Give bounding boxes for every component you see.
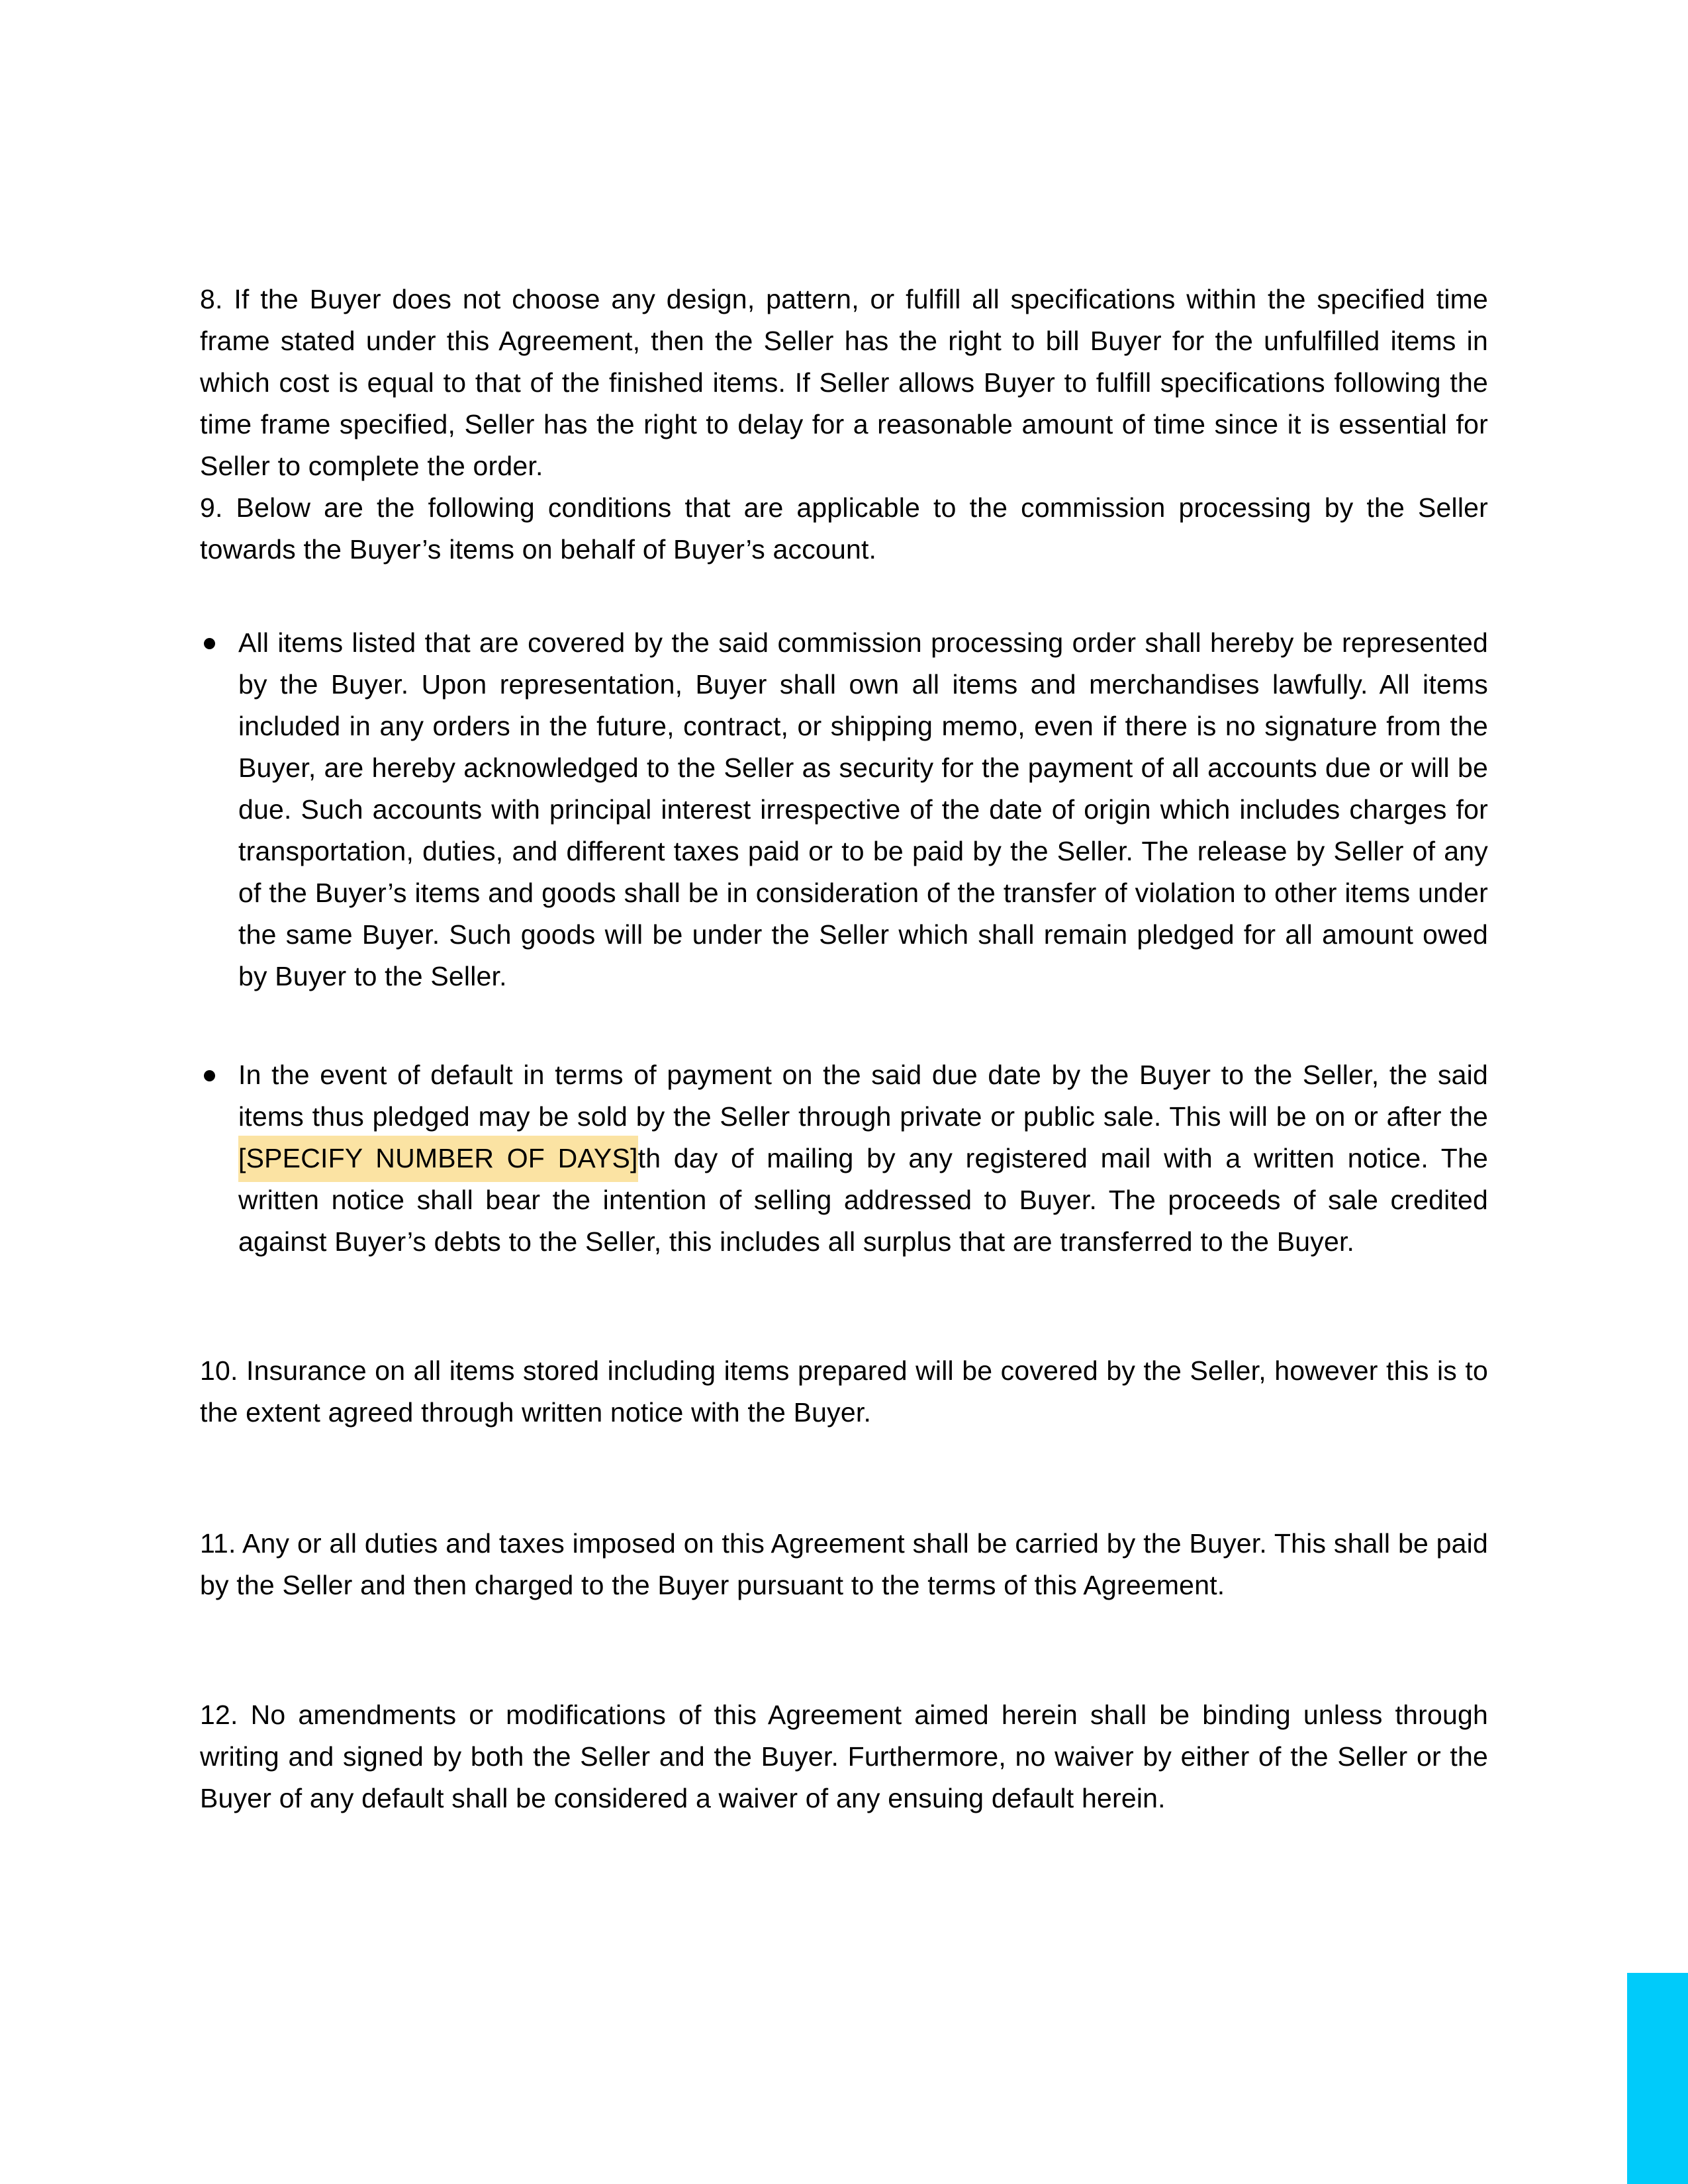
condition-item-1 [200,622,1488,997]
clause-12-paragraph: 12. No amendments or modifications of this Agreement aimed herein shall be binding unless through writing and signed by both the Seller and the Buyer. Furthermore, no waiver by either of the Seller or the Buyer of any default shall be considered a waiver of any ensuing default herein. [200,1700,1488,1813]
clause-10-paragraph: 10. Insurance on all items stored including items prepared will be covered by the Seller, however this is to the extent agreed through written notice with the Buyer. [200,1355,1488,1428]
bullet-icon [204,638,215,649]
bullet-icon [204,1070,215,1081]
condition-item-1-text: All items listed that are covered by the said commission processing order shall hereby be represented by the Buyer. Upon representation, Buyer shall own all items and merchandises lawfully. All items included in any orders in the future, contract, or shipping memo, even if there is no signature from the Buyer, are hereby acknowledged to the Seller as security for the payment of all accounts due or will be due. Such accounts with principal interest irrespective of the date of origin which includes charges for transportation, duties, and different taxes paid or to be paid by the Seller. The release by Seller of any of the Buyer’s items and goods shall be in consideration of the transfer of violation to other items under the same Buyer. Such goods will be under the Seller which shall remain pledged for all amount owed by Buyer to the Seller. [238,627,1488,991]
condition-item-2 [200,1054,1488,1263]
condition-item-2-text-after: th day of mailing by any registered mail with a written notice. The written notice shall bear the intention of selling addressed to Buyer. The proceeds of sale credited against Buyer’s debts to the Seller, this includes all surplus that are transferred to the Buyer. [238,1143,1488,1257]
clause-8-paragraph: 8. If the Buyer does not choose any design, pattern, or fulfill all specifications within the specified time frame stated under this Agreement, then the Seller has the right to bill Buyer for the unfulfilled items in which cost is equal to that of the finished items. If Seller allows Buyer to fulfill specifications following the time frame specified, Seller has the right to delay for a reasonable amount of time since it is essential for Seller to complete the order. [200,284,1488,481]
agreement-body [200,279,1488,1819]
placeholder-highlight: [SPECIFY NUMBER OF DAYS] [238,1136,638,1182]
clause-11-paragraph: 11. Any or all duties and taxes imposed on this Agreement shall be carried by the Buyer. This shall be paid by the Seller and then charged to the Buyer pursuant to the terms of this Agreement. [200,1528,1488,1600]
page-corner-accent [1627,1973,1688,2184]
clause-9-paragraph: 9. Below are the following conditions that are applicable to the commission processing by the Seller towards the Buyer’s items on behalf of Buyer’s account. [200,492,1488,565]
conditions-list [200,622,1488,1263]
condition-item-2-text-before: In the event of default in terms of payment on the said due date by the Buyer to the Seller, the said items thus pledged may be sold by the Seller through private or public sale. This will be on or after the [238,1060,1488,1132]
